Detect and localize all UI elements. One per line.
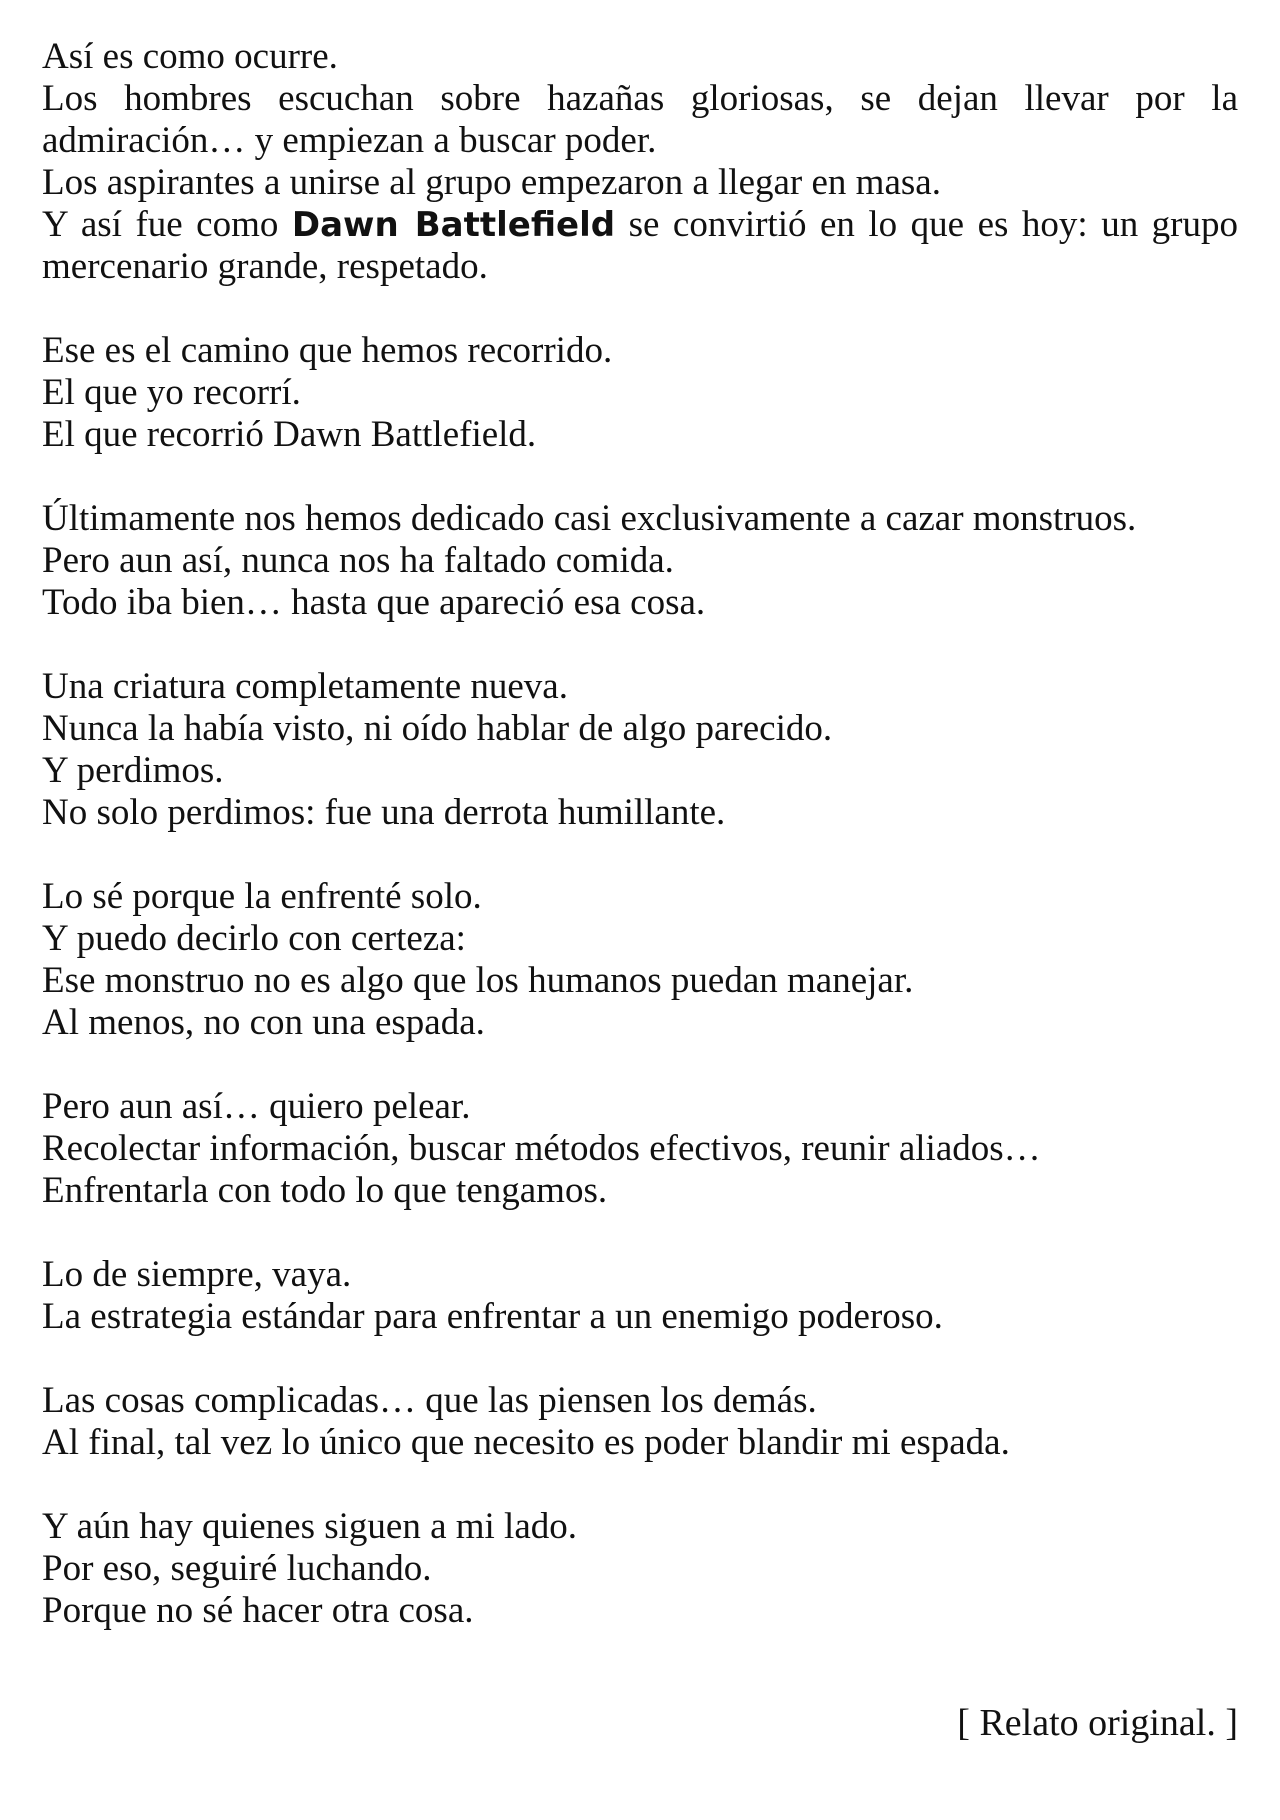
text-line: Todo iba bien… hasta que apareció esa cosa. [42,582,706,623]
paragraph-7 [42,1254,1238,1338]
text-line: Por eso, seguiré luchando. [42,1548,432,1589]
text-line: Los hombres escuchan sobre hazañas gloriosas, se dejan llevar por la admiración… y empiezan a buscar poder. [42,78,1238,161]
text-line: Y aún hay quienes siguen a mi lado. [42,1506,578,1547]
paragraph-3 [42,498,1238,624]
document-body [42,36,1238,1674]
paragraph-8 [42,1380,1238,1464]
group-name-bold: Dawn Battlefield [291,205,616,245]
text-line: Una criatura completamente nueva. [42,666,568,707]
signature-note: [ Relato original. ] [957,1702,1238,1744]
text-line: Porque no sé hacer otra cosa. [42,1590,474,1631]
text-line-with-bold-name [42,204,1238,288]
text-line: Al menos, no con una espada. [42,1002,485,1043]
paragraph-2 [42,330,1238,456]
text-line: Al final, tal vez lo único que necesito es poder blandir mi espada. [42,1422,1010,1463]
text-line: Ese es el camino que hemos recorrido. [42,330,613,371]
paragraph-1 [42,36,1238,288]
text-line: El que yo recorrí. [42,372,301,413]
text-line: Pero aun así… quiero pelear. [42,1086,471,1127]
paragraph-5 [42,876,1238,1044]
text-line: Recolectar información, buscar métodos efectivos, reunir aliados… [42,1128,1041,1169]
text-line: Nunca la había visto, ni oído hablar de algo parecido. [42,708,833,749]
paragraph-9 [42,1506,1238,1632]
text-line: No solo perdimos: fue una derrota humillante. [42,792,726,833]
text-fragment: se convirtió en lo que es hoy: un grupo mercenario grande, respetado. [42,204,1239,287]
text-line: Pero aun así, nunca nos ha faltado comida. [42,540,674,581]
paragraph-6 [42,1086,1238,1212]
text-line: Así es como ocurre. [42,36,338,77]
text-line: Y puedo decirlo con certeza: [42,918,466,959]
text-line: Ese monstruo no es algo que los humanos puedan manejar. [42,960,914,1001]
text-line: Los aspirantes a unirse al grupo empezaron a llegar en masa. [42,162,941,203]
text-line: Lo sé porque la enfrenté solo. [42,876,482,917]
text-line: Y perdimos. [42,750,224,791]
text-line: Últimamente nos hemos dedicado casi exclusivamente a cazar monstruos. [42,498,1137,539]
text-line: Lo de siempre, vaya. [42,1254,352,1295]
paragraph-4 [42,666,1238,834]
text-fragment: Y así fue como [42,204,292,245]
text-line: El que recorrió Dawn Battlefield. [42,414,537,455]
text-line: Las cosas complicadas… que las piensen los demás. [42,1380,817,1421]
text-line: Enfrentarla con todo lo que tengamos. [42,1170,608,1211]
text-line: La estrategia estándar para enfrentar a un enemigo poderoso. [42,1296,943,1337]
